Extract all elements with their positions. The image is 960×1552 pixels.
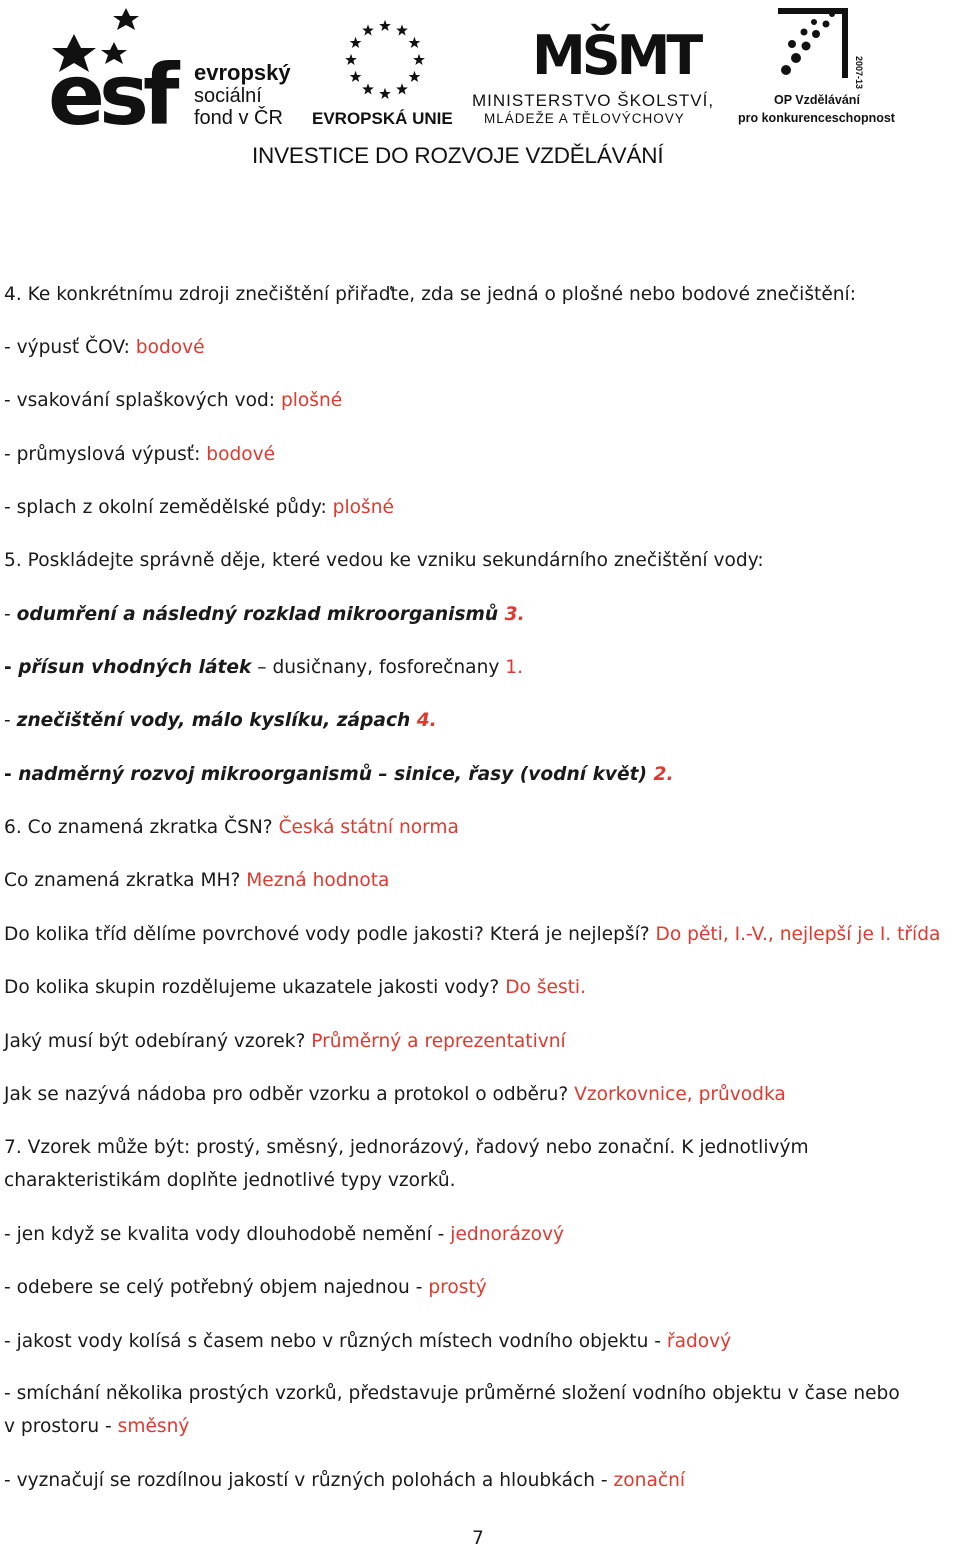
answer: Průměrný a reprezentativní (311, 1031, 566, 1052)
esf-line-2: sociální (194, 85, 262, 107)
msmt-line-2: MLÁDEŽE A TĚLOVÝCHOVY (484, 111, 685, 126)
op-logo (734, 4, 906, 128)
eu-star-icon (413, 54, 425, 65)
header-logos (0, 0, 960, 180)
list-item: - vsakování splaškových vod: plošné (4, 390, 343, 411)
eu-star-icon (409, 37, 421, 48)
esf-line-3: fond v ČR (194, 107, 283, 128)
eu-label: EVROPSKÁ UNIE (312, 109, 453, 128)
op-years: 2007-13 (854, 56, 864, 90)
eu-star-icon (350, 71, 362, 82)
q6-line: Do kolika tříd dělíme povrchové vody podle jakosti? Která je nejlepší? Do pěti, I.-V., nejlepší je I. třída (4, 924, 941, 945)
answer: 3. (498, 604, 525, 625)
q7-question-line-1: 7. Vzorek může být: prostý, směsný, jednorázový, řadový nebo zonační. K jednotlivým (4, 1137, 809, 1158)
msmt-line-1: MINISTERSTVO ŠKOLSTVÍ, (472, 91, 715, 110)
answer: bodové (206, 444, 276, 465)
list-item: - výpusť ČOV: bodové (4, 337, 205, 358)
answer: Do pěti, I.-V., nejlepší je I. třída (655, 924, 941, 945)
list-item-line-1: - smíchání několika prostých vzorků, představuje průměrné složení vodního objektu v čase nebo (4, 1383, 900, 1404)
eu-stars (345, 20, 425, 99)
list-item: - splach z okolní zemědělské půdy: plošné (4, 497, 394, 518)
answer: Do šesti. (505, 977, 587, 998)
answer: 4. (410, 710, 437, 731)
answer: plošné (332, 497, 394, 518)
eu-star-icon (409, 71, 421, 82)
op-line-1: OP Vzdělávání (774, 93, 860, 107)
eu-logo (310, 10, 465, 130)
list-item: - nadměrný rozvoj mikroorganismů – sinice, řasy (vodní květ) 2. (4, 764, 674, 785)
answer: jednorázový (450, 1224, 565, 1245)
q7-question-line-2: charakteristikám doplňte jednotlivé typy vzorků. (4, 1170, 456, 1191)
esf-line-1: evropský (194, 60, 291, 85)
list-item: - odebere se celý potřebný objem najednou - prostý (4, 1277, 487, 1298)
list-item: v prostoru - směsný (4, 1416, 190, 1437)
answer: zonační (613, 1470, 686, 1491)
eu-star-icon (379, 88, 391, 99)
page-number: 7 (472, 1528, 484, 1549)
list-item: - přísun vhodných látek – dusičnany, fosforečnany 1. (4, 657, 524, 678)
answer: Česká státní norma (278, 817, 459, 838)
investice-banner: INVESTICE DO ROZVOJE VZDĚLÁVÁNÍ (252, 143, 664, 168)
q4-question: 4. Ke konkrétnímu zdroji znečištění přiřaďte, zda se jedná o plošné nebo bodové znečištění: (4, 284, 856, 305)
list-item: - vyznačují se rozdílnou jakostí v různých polohách a hloubkách - zonační (4, 1470, 686, 1491)
eu-star-icon (350, 37, 362, 48)
esf-logo (46, 4, 306, 128)
eu-star-icon (396, 83, 408, 94)
answer: Mezná hodnota (246, 870, 390, 891)
esf-mark: esf (48, 46, 174, 128)
q6-line: Do kolika skupin rozdělujeme ukazatele jakosti vody? Do šesti. (4, 977, 587, 998)
eu-star-icon (345, 54, 357, 65)
msmt-mark: MŠMT (532, 24, 700, 87)
list-item: - odumření a následný rozklad mikroorganismů 3. (4, 604, 525, 625)
answer: 1. (499, 657, 524, 678)
q6-line: Co znamená zkratka MH? Mezná hodnota (4, 870, 390, 891)
answer: Vzorkovnice, průvodka (574, 1084, 786, 1105)
eu-star-icon (396, 24, 408, 35)
msmt-logo (468, 2, 730, 128)
q6-line: 6. Co znamená zkratka ČSN? Česká státní norma (4, 817, 459, 838)
list-item: - jen když se kvalita vody dlouhodobě nemění - jednorázový (4, 1224, 565, 1245)
list-item: - jakost vody kolísá s časem nebo v různých místech vodního objektu - řadový (4, 1331, 732, 1352)
q6-line: Jak se nazývá nádoba pro odběr vzorku a protokol o odběru? Vzorkovnice, průvodka (4, 1084, 786, 1105)
answer: bodové (135, 337, 205, 358)
answer: prostý (428, 1277, 487, 1298)
answer: směsný (117, 1416, 190, 1437)
eu-star-icon (362, 24, 374, 35)
answer: plošné (280, 390, 343, 411)
op-line-2: pro konkurenceschopnost (738, 111, 895, 125)
answer: 2. (647, 764, 674, 785)
eu-star-icon (379, 20, 391, 31)
eu-star-icon (362, 83, 374, 94)
q5-question: 5. Poskládejte správně děje, které vedou ke vzniku sekundárního znečištění vody: (4, 550, 764, 571)
list-item: - průmyslová výpusť: bodové (4, 444, 276, 465)
answer: řadový (666, 1331, 732, 1352)
q6-line: Jaký musí být odebíraný vzorek? Průměrný a reprezentativní (4, 1031, 566, 1052)
list-item: - znečištění vody, málo kyslíku, zápach 4. (4, 710, 437, 731)
